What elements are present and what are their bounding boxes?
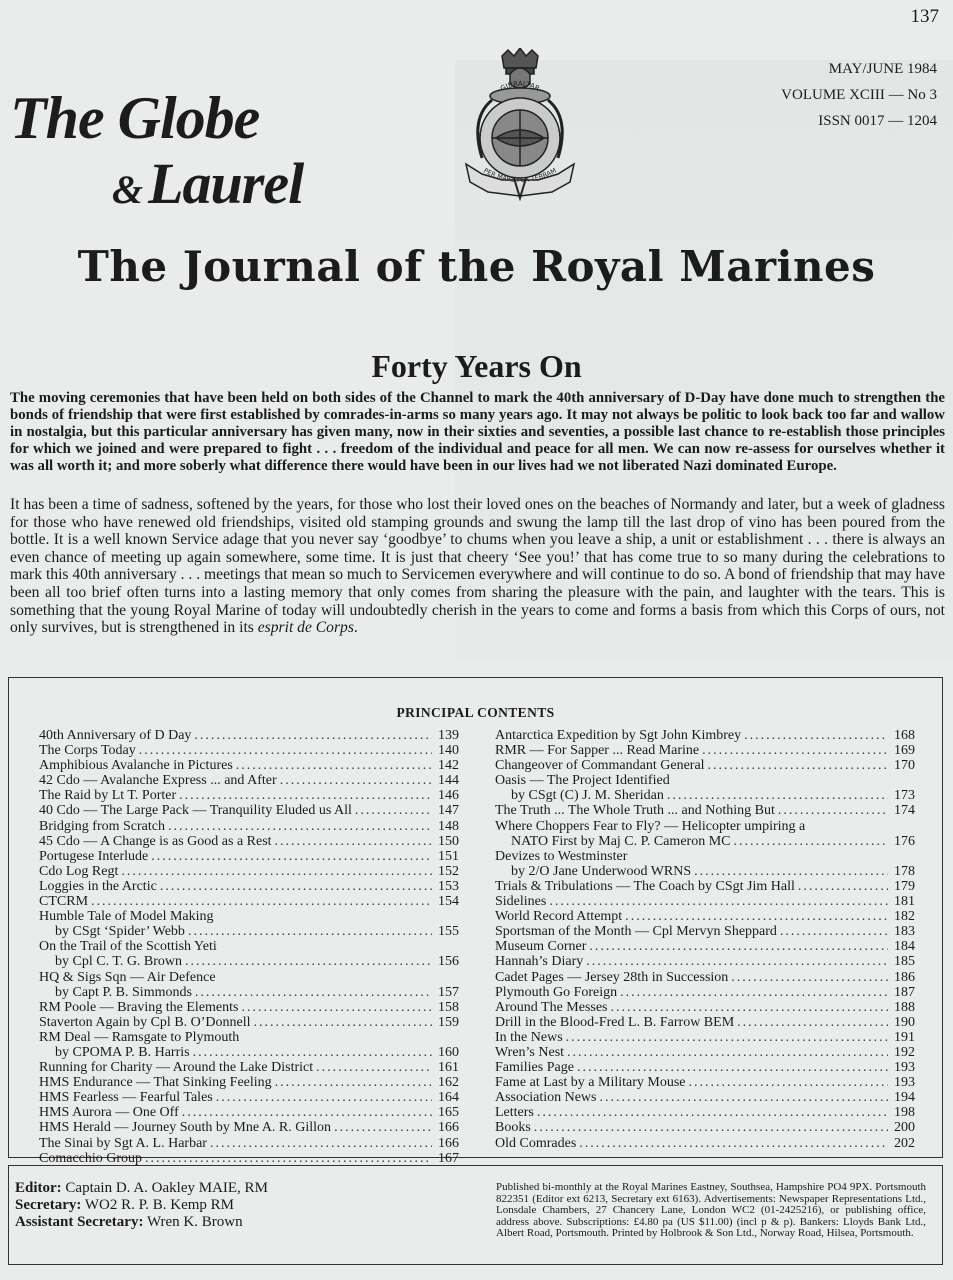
contents-heading: PRINCIPAL CONTENTS [396, 705, 555, 720]
contents-entry-title: Sportsman of the Month — Cpl Mervyn Sheppard [495, 924, 777, 940]
contents-entry-page: 173 [894, 788, 915, 804]
contents-entry-page: 158 [438, 999, 459, 1015]
contents-entry [495, 773, 915, 788]
contents-entry-title: RM Deal — Ramsgate to Plymouth [39, 1029, 240, 1045]
editorial-body-italic: esprit de Corps [257, 619, 354, 637]
contents-entry-page: 151 [438, 848, 459, 864]
contents-entry-title: by CSgt (C) J. M. Sheridan [511, 788, 664, 804]
contents-entry-page: 176 [894, 833, 915, 849]
contents-entry-title: HMS Aurora — One Off [39, 1105, 179, 1121]
credits-panel [8, 1165, 943, 1265]
contents-entry-title: The Truth ... The Whole Truth ... and Nothing But [495, 803, 775, 819]
leader-dots [139, 743, 432, 758]
editorial-lead: The moving ceremonies that have been held on both sides of the Channel to mark the 40th anniversary of D-Day have done much to strengthen the bonds of friendship that were first established by comrades-in-arms so many years ago. It may not always be politic to look back too far and wallow in nostalgia, but this particular anniversary has given many, now in their sixties and seventies, a possible last chance to re-establish those principles for which we joined and were prepared to fight . . . freedom of the individual and peace for all men. We can now re-assess for ourselves whether it was all worth it; and more soberly what difference there would have been in our lives had we not liberated Nazi dominated Europe. [10, 390, 945, 474]
contents-entry [39, 758, 459, 773]
contents-entry [495, 834, 915, 849]
contents-entry-page: 162 [438, 1075, 459, 1091]
issue-volume: VOLUME XCIII — No 3 [781, 87, 937, 103]
contents-entry [39, 803, 459, 818]
contents-entry-title: Where Choppers Fear to Fly? — Helicopter umpiring a [495, 818, 806, 834]
contents-entry [495, 985, 915, 1000]
leader-dots [534, 1120, 888, 1135]
leader-dots [625, 909, 888, 924]
contents-entry-page: 184 [894, 939, 915, 955]
contents-entry-page: 202 [894, 1135, 915, 1151]
editor-line [15, 1180, 268, 1197]
crest-top-motto: GIBRALTAR [499, 79, 541, 93]
assistant-name: Wren K. Brown [146, 1214, 243, 1230]
publisher-note: Published bi-monthly at the Royal Marines Eastney, Southsea, Hampshire PO4 9PX. Portsmouth 822351 (Editor ext 6213, Secretary ext 6163). Advertisements: Newspaper Representations Ltd., Lonsdale Chambers, 27 Chancery Lane, London WC2 (01-2425216), or publishing office, address above. Subscriptions: £4.80 pa (US $11.00) (incl p & p). Bankers: Lloyds Bank Ltd., Albert Road, Portsmouth. Printed by Holbrook & Son Ltd., Norway Road, Hilsea, Portsmouth. [496, 1181, 926, 1240]
leader-dots [185, 954, 432, 969]
leader-dots [254, 1015, 432, 1030]
contents-entry-title: Antarctica Expedition by Sgt John Kimbrey [495, 728, 742, 743]
contents-entry [495, 1000, 915, 1015]
contents-entry-page: 155 [438, 924, 459, 940]
contents-entry-title: The Sinai by Sgt A. L. Harbar [39, 1135, 207, 1151]
contents-entry-title: Fame at Last by a Military Mouse [495, 1075, 686, 1091]
leader-dots [216, 1090, 432, 1105]
contents-entry [495, 1060, 915, 1075]
contents-entry-title: Cadet Pages — Jersey 28th in Succession [495, 969, 729, 985]
leader-dots [577, 1060, 888, 1075]
leader-dots [188, 924, 432, 939]
contents-entry [495, 849, 915, 864]
contents-entry-title: CTCRM [39, 894, 89, 910]
contents-entry [495, 1045, 915, 1060]
contents-entry [39, 1136, 459, 1151]
contents-entry-title: HMS Herald — Journey South by Mne A. R. Gillon [39, 1120, 332, 1136]
contents-entry-page: 193 [894, 1075, 915, 1091]
contents-entry [39, 834, 459, 849]
leader-dots [194, 728, 432, 743]
contents-entry-title: Association News [495, 1090, 597, 1106]
contents-entry-page: 144 [438, 773, 459, 789]
contents-entry [495, 909, 915, 924]
contents-entry [39, 909, 459, 924]
contents-entry [39, 1151, 459, 1166]
contents-entry-title: World Record Attempt [495, 909, 623, 925]
leader-dots [731, 970, 888, 985]
contents-entry-title: 40 Cdo — The Large Pack — Tranquility Eluded us All [39, 803, 352, 819]
leader-dots [121, 864, 432, 879]
contents-entry-title: Staverton Again by Cpl B. O’Donnell [39, 1014, 251, 1030]
contents-entry-title: by CPOMA P. B. Harris [55, 1044, 190, 1060]
contents-entry-page: 179 [894, 878, 915, 894]
editorial-body-text: It has been a time of sadness, softened by the years, for those who lost their loved ones on the beaches of Normandy and later, but a week of gladness for those who have renewed old friendships, visited old stamping grounds and swung the lamp till the last drop of vino has been poured from the bottle. It is a well known Service adage that you never say ‘goodbye’ to chums when you leave a ship, a unit or establishment . . . there is always an even chance of meeting up again somewhere, some time. It is just that cheery ‘See you!’ that has come true to so many during the celebrations to mark this 40th anniversary . . . meetings that mean so much to Servicemen everywhere and will continue to do so. A bond of friendship that may have been all too brief often turns into a lasting memory that only comes from sharing the pleasure with the pain, and laughter with the tears. This is something that the young Royal Marine of today will undoubtedly cherish in the years to come and forms a basis from which this Corps of ours, not only survives, but is strengthened in its [10, 496, 945, 637]
editorial-body-end: . [353, 619, 358, 637]
contents-entry [39, 743, 459, 758]
journal-title: The Journal of the Royal Marines [77, 242, 876, 291]
leader-dots [193, 1045, 432, 1060]
contents-entry-title: 42 Cdo — Avalanche Express ... and After [39, 773, 277, 789]
issue-date: MAY/JUNE 1984 [828, 61, 937, 77]
staff-list [15, 1180, 268, 1231]
contents-entry [39, 1045, 459, 1060]
editor-label: Editor: [15, 1180, 62, 1196]
contents-entry-title: Oasis — The Project Identified [495, 773, 670, 789]
leader-dots [780, 924, 888, 939]
contents-entry-title: Amphibious Avalanche in Pictures [39, 758, 233, 774]
contents-entry [39, 985, 459, 1000]
contents-entry-page: 193 [894, 1060, 915, 1076]
leader-dots [708, 758, 888, 773]
contents-entry-title: RMR — For Sapper ... Read Marine [495, 743, 700, 759]
contents-entry [495, 788, 915, 803]
contents-entry-title: Trials & Tribulations — The Coach by CSgt Jim Hall [495, 878, 795, 894]
contents-entry [495, 924, 915, 939]
contents-entry-page: 148 [438, 818, 459, 834]
contents-entry-title: Cdo Log Regt [39, 863, 119, 879]
contents-entry-page: 194 [894, 1090, 915, 1106]
contents-entry-title: Drill in the Blood-Fred L. B. Farrow BEM [495, 1014, 735, 1030]
masthead-ampersand: & [112, 167, 143, 212]
assistant-label: Assistant Secretary: [15, 1214, 144, 1230]
contents-entry-page: 140 [438, 743, 459, 759]
leader-dots [566, 1030, 888, 1045]
contents-entry-page: 166 [438, 1135, 459, 1151]
contents-entry-page: 146 [438, 788, 459, 804]
contents-entry-page: 170 [894, 758, 915, 774]
contents-entry-title: by CSgt ‘Spider’ Webb [55, 924, 185, 940]
royal-marines-crest-icon [452, 48, 588, 204]
contents-entry-title: by Cpl C. T. G. Brown [55, 954, 183, 970]
leader-dots [737, 1015, 888, 1030]
secretary-line [15, 1197, 268, 1214]
contents-entry [39, 849, 459, 864]
crest-bottom-motto: PER MARE PER TERRAM [482, 166, 558, 185]
contents-entry [39, 954, 459, 969]
leader-dots [210, 1136, 432, 1151]
leader-dots [579, 1136, 888, 1151]
issue-issn: ISSN 0017 — 1204 [818, 113, 937, 129]
contents-entry-page: 174 [894, 803, 915, 819]
contents-entry [39, 1120, 459, 1135]
leader-dots [778, 803, 888, 818]
contents-entry [495, 954, 915, 969]
leader-dots [600, 1090, 889, 1105]
leader-dots [275, 834, 432, 849]
contents-entry-title: Letters [495, 1105, 534, 1121]
leader-dots [195, 985, 432, 1000]
contents-entry-page: 169 [894, 743, 915, 759]
contents-entry-page: 185 [894, 954, 915, 970]
masthead-title-line1: The Globe [10, 85, 260, 151]
leader-dots [744, 728, 888, 743]
contents-entry [495, 894, 915, 909]
contents-entry-title: The Corps Today [39, 743, 136, 759]
contents-entry-page: 168 [894, 728, 915, 743]
contents-entry-page: 147 [438, 803, 459, 819]
contents-entry-page: 139 [438, 728, 459, 743]
contents-entry-title: by 2/O Jane Underwood WRNS [511, 863, 692, 879]
contents-entry [495, 864, 915, 879]
leader-dots [160, 879, 432, 894]
leader-dots [334, 1120, 432, 1135]
leader-dots [316, 1060, 432, 1075]
contents-entry [39, 864, 459, 879]
leader-dots [537, 1105, 888, 1120]
contents-entry [39, 819, 459, 834]
contents-entry-page: 142 [438, 758, 459, 774]
contents-entry [495, 743, 915, 758]
contents-entry-page: 160 [438, 1044, 459, 1060]
contents-entry-page: 187 [894, 984, 915, 1000]
contents-entry-title: On the Trail of the Scottish Yeti [39, 939, 217, 955]
leader-dots [620, 985, 888, 1000]
contents-entry-title: Running for Charity — Around the Lake District [39, 1060, 314, 1076]
contents-entry-title: Changeover of Commandant General [495, 758, 705, 774]
contents-entry [39, 773, 459, 788]
leader-dots [182, 1105, 432, 1120]
leader-dots [549, 894, 888, 909]
contents-entry-page: 186 [894, 969, 915, 985]
contents-entry-title: Comacchio Group [39, 1150, 143, 1166]
contents-entry-page: 192 [894, 1044, 915, 1060]
contents-entry [39, 1090, 459, 1105]
contents-entry-page: 156 [438, 954, 459, 970]
editorial-body [10, 496, 945, 637]
contents-entry [495, 728, 915, 743]
masthead-title-line2 [112, 150, 303, 217]
contents-entry-page: 200 [894, 1120, 915, 1136]
contents-entry-title: Wren’s Nest [495, 1044, 565, 1060]
contents-entry-page: 166 [438, 1120, 459, 1136]
leader-dots [145, 1151, 432, 1166]
leader-dots [168, 819, 432, 834]
contents-entry [495, 1015, 915, 1030]
contents-entry-title: Around The Messes [495, 999, 608, 1015]
contents-entry-title: Portugese Interlude [39, 848, 149, 864]
leader-dots [694, 864, 888, 879]
contents-entry [495, 1105, 915, 1120]
leader-dots [241, 1000, 432, 1015]
contents-entry-page: 154 [438, 894, 459, 910]
leader-dots [798, 879, 888, 894]
contents-entry [495, 758, 915, 773]
contents-entry-page: 181 [894, 894, 915, 910]
contents-entry-title: HQ & Sigs Sqn — Air Defence [39, 969, 216, 985]
contents-entry [39, 1000, 459, 1015]
contents-entry [39, 788, 459, 803]
contents-entry-title: RM Poole — Braving the Elements [39, 999, 239, 1015]
leader-dots [611, 1000, 888, 1015]
contents-entry-page: 188 [894, 999, 915, 1015]
leader-dots [355, 803, 432, 818]
page-number: 137 [910, 6, 939, 27]
contents-entry [495, 970, 915, 985]
contents-entry-page: 157 [438, 984, 459, 1000]
contents-entry-title: Museum Corner [495, 939, 587, 955]
contents-entry [495, 1030, 915, 1045]
assistant-line [15, 1214, 268, 1231]
contents-entry-page: 182 [894, 909, 915, 925]
contents-entry-title: 45 Cdo — A Change is as Good as a Rest [39, 833, 272, 849]
contents-entry-title: In the News [495, 1029, 563, 1045]
contents-entry-page: 159 [438, 1014, 459, 1030]
contents-entry [39, 1075, 459, 1090]
contents-entry [39, 1030, 459, 1045]
contents-entry-title: Plymouth Go Foreign [495, 984, 618, 1000]
contents-entry-title: HMS Endurance — That Sinking Feeling [39, 1075, 272, 1091]
secretary-name: WO2 R. P. B. Kemp RM [84, 1197, 235, 1213]
contents-entry-title: NATO First by Maj C. P. Cameron MC [511, 833, 731, 849]
contents-right-column [495, 728, 915, 1151]
leader-dots [733, 834, 888, 849]
leader-dots [586, 954, 888, 969]
contents-entry-title: Bridging from Scratch [39, 818, 165, 834]
contents-entry-title: Hannah’s Diary [495, 954, 584, 970]
contents-entry-title: HMS Fearless — Fearful Tales [39, 1090, 213, 1106]
contents-entry [495, 819, 915, 834]
contents-entry [495, 879, 915, 894]
contents-entry-title: Books [495, 1120, 531, 1136]
contents-entry-title: Loggies in the Arctic [39, 878, 157, 894]
leader-dots [280, 773, 432, 788]
contents-panel [8, 677, 943, 1166]
contents-entry-page: 150 [438, 833, 459, 849]
contents-entry-page: 153 [438, 878, 459, 894]
contents-entry [495, 803, 915, 818]
masthead-laurel-word: Laurel [148, 151, 304, 216]
contents-entry-title: by Capt P. B. Simmonds [55, 984, 192, 1000]
leader-dots [567, 1045, 888, 1060]
leader-dots [667, 788, 888, 803]
contents-entry-title: Sidelines [495, 894, 547, 910]
contents-entry-title: Old Comrades [495, 1135, 577, 1151]
leader-dots [91, 894, 432, 909]
contents-entry [495, 1075, 915, 1090]
contents-entry-page: 183 [894, 924, 915, 940]
contents-entry [39, 879, 459, 894]
contents-entry-page: 178 [894, 863, 915, 879]
contents-entry-title: The Raid by Lt T. Porter [39, 788, 177, 804]
contents-entry-page: 190 [894, 1014, 915, 1030]
contents-entry [39, 924, 459, 939]
contents-entry [39, 1015, 459, 1030]
contents-entry-title: Humble Tale of Model Making [39, 909, 214, 925]
contents-entry-page: 164 [438, 1090, 459, 1106]
contents-entry [39, 894, 459, 909]
contents-entry [495, 939, 915, 954]
secretary-label: Secretary: [15, 1197, 82, 1213]
contents-entry-title: Families Page [495, 1060, 574, 1076]
contents-entry [39, 970, 459, 985]
contents-entry [39, 1105, 459, 1120]
contents-entry-page: 198 [894, 1105, 915, 1121]
leader-dots [689, 1075, 888, 1090]
leader-dots [179, 788, 432, 803]
contents-entry-page: 167 [438, 1150, 459, 1166]
contents-entry [495, 1120, 915, 1135]
contents-entry-page: 191 [894, 1029, 915, 1045]
contents-entry [495, 1136, 915, 1151]
leader-dots [275, 1075, 432, 1090]
leader-dots [236, 758, 432, 773]
contents-entry [39, 728, 459, 743]
leader-dots [589, 939, 888, 954]
contents-entry-title: Devizes to Westminster [495, 848, 628, 864]
contents-left-column [39, 728, 459, 1166]
contents-entry-title: 40th Anniversary of D Day [39, 728, 192, 743]
editor-name: Captain D. A. Oakley MAIE, RM [65, 1180, 268, 1196]
contents-entry-page: 161 [438, 1060, 459, 1076]
contents-entry-page: 152 [438, 863, 459, 879]
contents-entry [39, 939, 459, 954]
contents-entry [39, 1060, 459, 1075]
contents-entry [495, 1090, 915, 1105]
leader-dots [702, 743, 888, 758]
contents-entry-page: 165 [438, 1105, 459, 1121]
issue-info [781, 56, 937, 134]
leader-dots [151, 849, 432, 864]
editorial-heading: Forty Years On [371, 348, 582, 384]
